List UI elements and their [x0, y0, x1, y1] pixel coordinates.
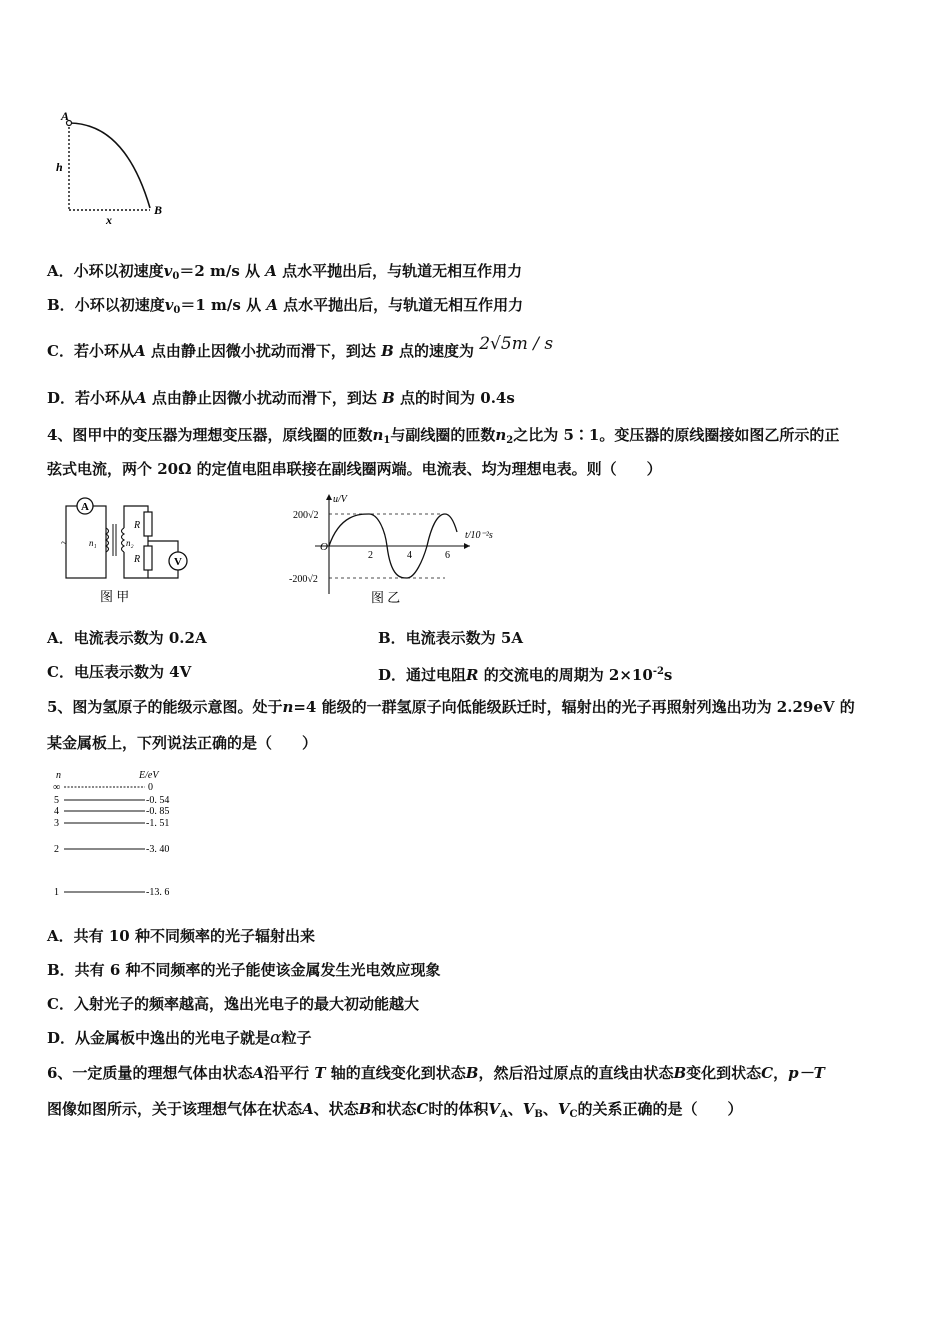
y-bottom-label: -200√2: [289, 574, 318, 585]
label-b: B: [154, 203, 163, 217]
fig-b-caption: 图 乙: [371, 590, 401, 605]
level-e-inf: 0: [148, 782, 153, 793]
q5-option-b: B．共有 6 种不同频率的光子能使该金属发生光电效应现象: [47, 961, 441, 979]
level-n-5: 5: [54, 795, 59, 806]
level-e-1: -13. 6: [146, 887, 170, 898]
primary-loop: [66, 506, 106, 578]
level-e-3: -1. 51: [146, 818, 170, 829]
resistor-1: [144, 512, 152, 536]
u-axis-label: u/V: [333, 494, 347, 505]
level-n-inf: ∞: [53, 782, 61, 793]
voltmeter-label: V: [174, 556, 182, 568]
trajectory-curve: [69, 123, 150, 208]
label-a: A: [61, 109, 70, 123]
q6-stem-line2: 图像如图所示，关于该理想气体在状态A、状态B和状态C时的体积$V_A$、$V_B$、$V_C$的关系正确的是（ ）: [47, 1100, 743, 1120]
q3-option-c: C．若小环从A 点由静止因微小扰动而滑下，到达 B 点的速度为 2√5m / s: [47, 334, 554, 360]
level-e-5: -0. 54: [146, 795, 170, 806]
r1-label: R: [134, 520, 141, 531]
q4-stem-line2: 弦式电流，两个 20Ω 的定值电阻串联接在副线圈两端。电流表、均为理想电表。则（ ）: [47, 460, 662, 478]
n1-label: n₁: [89, 538, 97, 548]
q4-option-b: B．电流表示数为 5A: [378, 629, 523, 647]
level-e-4: -0. 85: [146, 806, 170, 817]
q5-option-d: D．从金属板中逸出的光电子就是α粒子: [47, 1028, 312, 1048]
level-n-1: 1: [54, 887, 59, 898]
tick-2: 2: [368, 550, 373, 561]
resistor-2: [144, 546, 152, 570]
q3-option-d: D．若小环从A 点由静止因微小扰动而滑下，到达 B 点的时间为 0.4s: [47, 389, 515, 407]
tick-4: 4: [407, 550, 412, 561]
e-header: E/eV: [139, 770, 159, 781]
fig-a-caption: 图 甲: [100, 589, 130, 604]
q4-option-a: A．电流表示数为 0.2A: [47, 629, 207, 647]
q4-figure-a: [58, 494, 198, 606]
secondary-coil-icon: [122, 528, 125, 552]
r2-label: R: [134, 554, 141, 565]
q3-option-b: B．小环以初速度$v_0=1$ m/s 从 A 点水平抛出后，与轨道无相互作用力: [47, 296, 524, 316]
n2-label: n₂: [126, 538, 134, 548]
origin-label: O: [320, 541, 328, 553]
level-n-4: 4: [54, 806, 59, 817]
label-h: h: [56, 160, 63, 174]
q5-energy-level-figure: [50, 766, 200, 901]
tick-6: 6: [445, 550, 450, 561]
ammeter-label: A: [81, 501, 89, 513]
q6-stem-line1: 6、一定质量的理想气体由状态A沿平行 T 轴的直线变化到状态B，然后沿过原点的直线由状态B变化到状态C，p－T: [47, 1064, 825, 1082]
level-n-2: 2: [54, 844, 59, 855]
level-n-3: 3: [54, 818, 59, 829]
t-axis-label: t/10⁻²s: [465, 530, 493, 541]
level-e-2: -3. 40: [146, 844, 170, 855]
q5-option-a: A．共有 10 种不同频率的光子辐射出来: [47, 927, 315, 945]
q4-option-c: C．电压表示数为 4V: [47, 663, 192, 681]
q5-stem-line2: 某金属板上，下列说法正确的是（ ）: [47, 734, 318, 752]
q4-figure-b: [285, 490, 510, 608]
q3-option-a: A．小环以初速度$v_0=2$ m/s 从 A 点水平抛出后，与轨道无相互作用力: [47, 262, 523, 282]
q5-option-c: C．入射光子的频率越高，逸出光电子的最大初动能越大: [47, 995, 419, 1013]
speed-formula: 2√5m / s: [479, 334, 554, 354]
q4-option-d: D．通过电阻R 的交流电的周期为 $2\times 10^{-2}s$: [378, 666, 673, 684]
label-x: x: [106, 213, 112, 227]
q3-figure: [50, 105, 180, 230]
q5-stem-line1: 5、图为氢原子的能级示意图。处于n=4 能级的一群氢原子向低能级跃迁时，辐射出的光子再照射列逸出功为 2.29eV 的: [47, 698, 855, 716]
q4-stem-line1: 4、图甲中的变压器为理想变压器，原线圈的匝数$n_1$与副线圈的匝数$n_2$之比为 5∶1。变压器的原线圈接如图乙所示的正: [47, 426, 840, 446]
ac-source-icon: ~: [61, 537, 67, 549]
n-header: n: [56, 770, 61, 781]
y-top-label: 200√2: [293, 510, 319, 521]
